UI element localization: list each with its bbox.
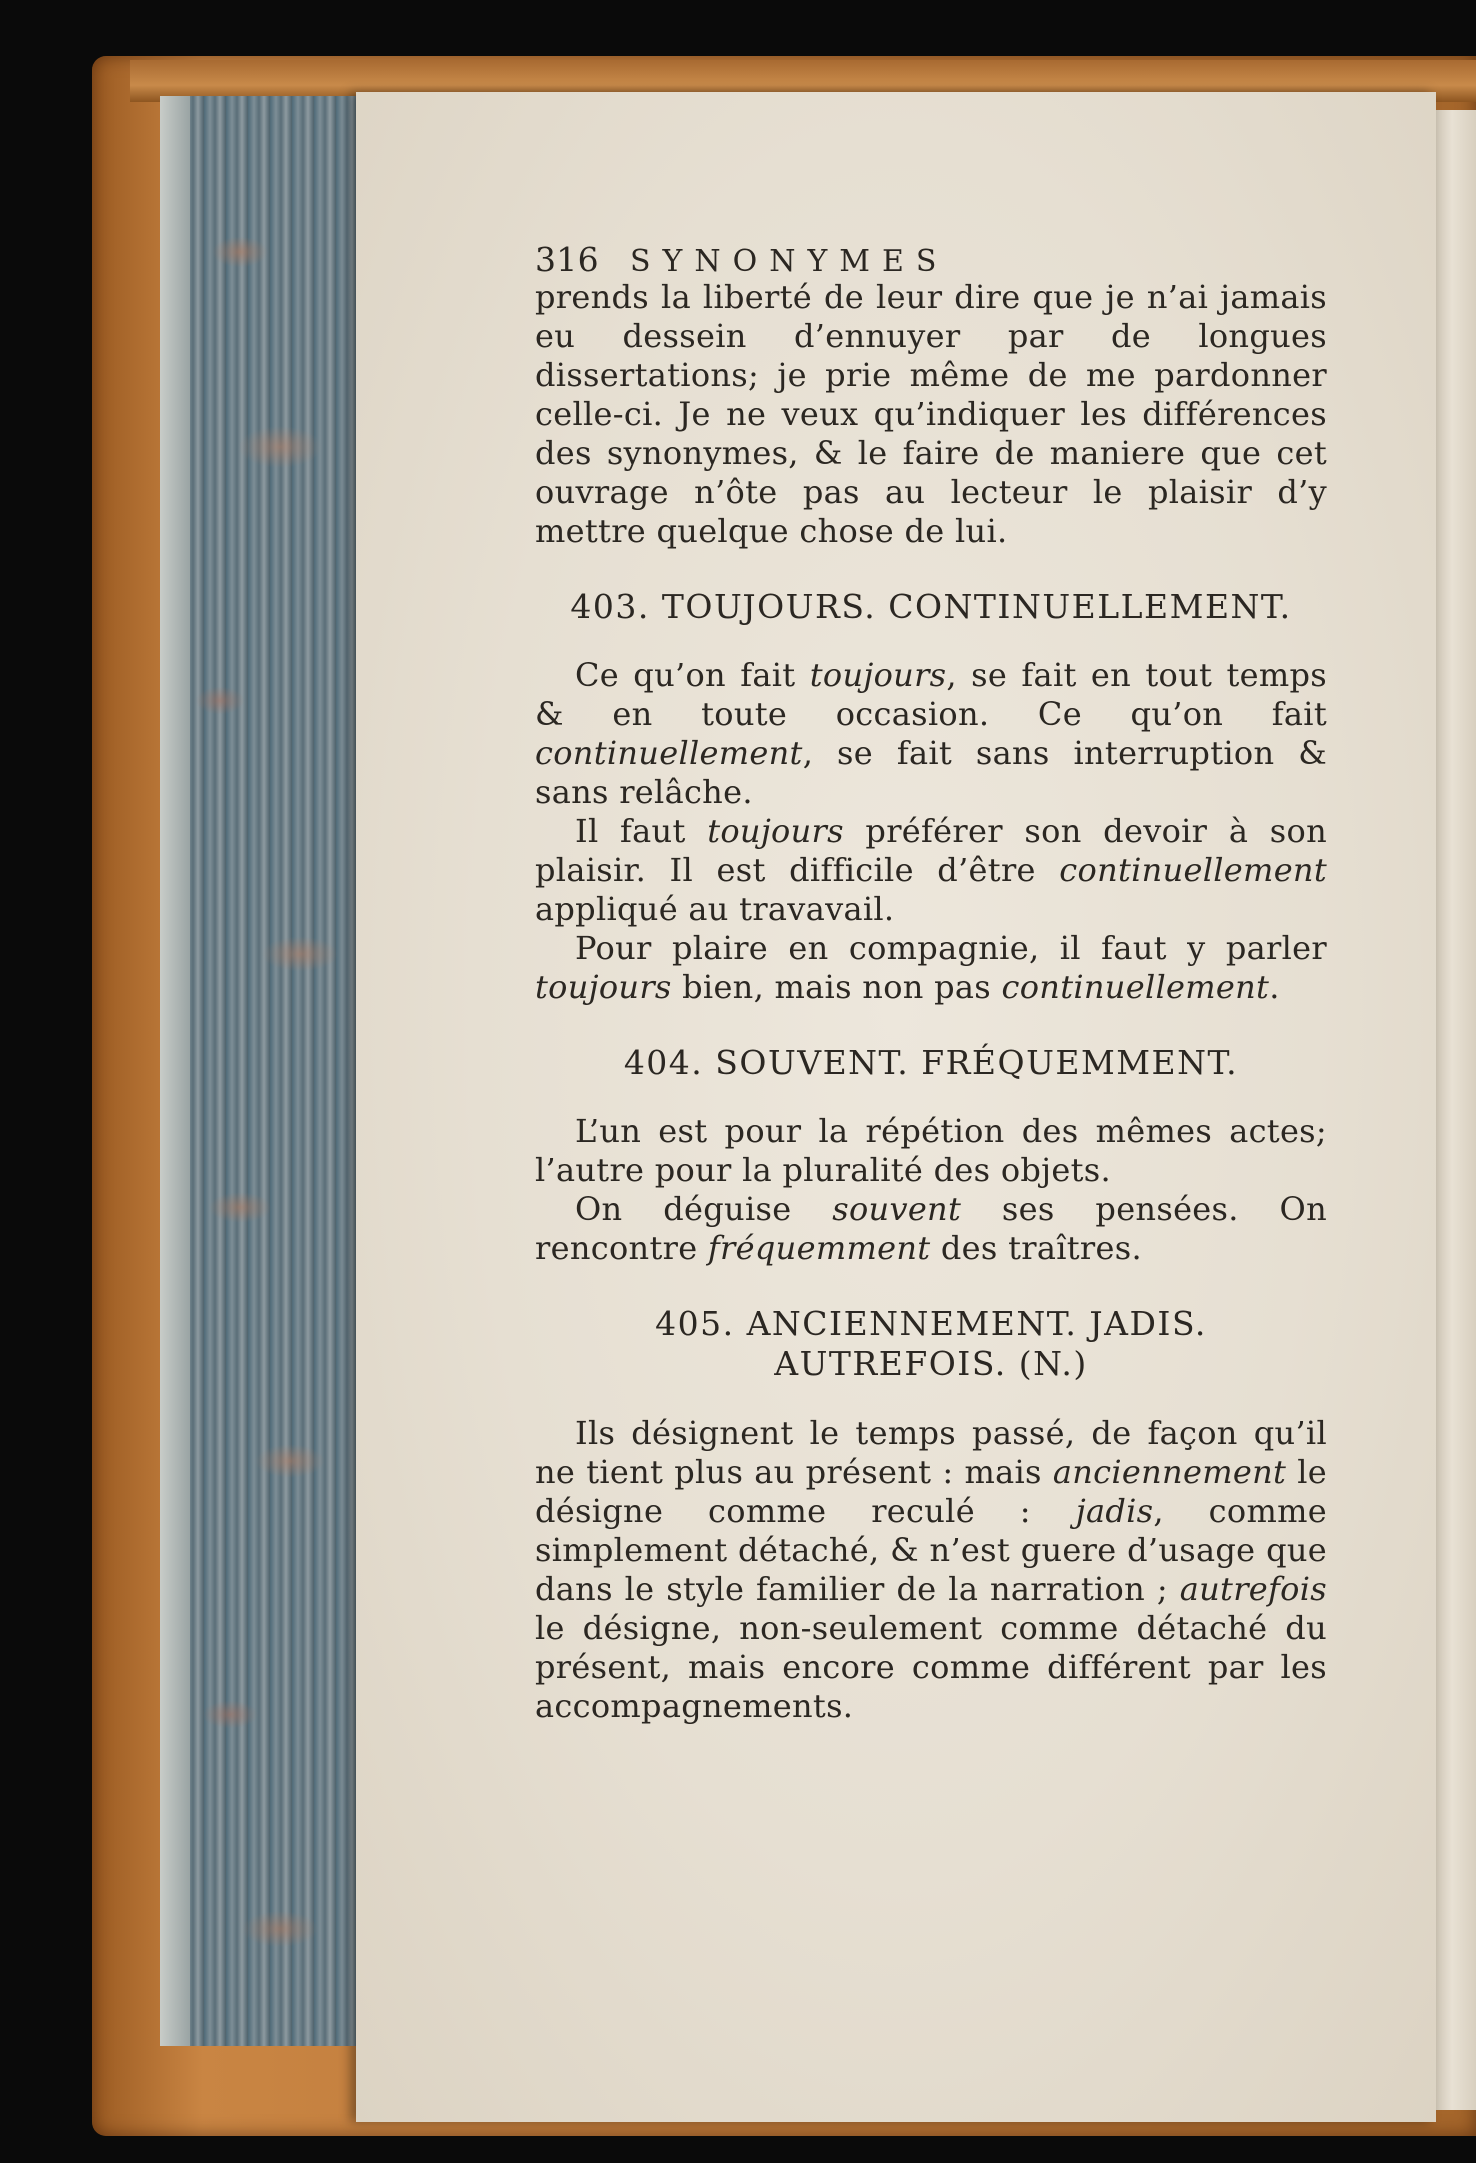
- entry-403-example-1: Il faut toujours préférer son devoir à son plaisir. Il est difficile d’être continuellement appliqué au travavail.: [535, 812, 1327, 928]
- entry-heading-403: 403. TOUJOURS. CONTINUELLEMENT.: [570, 587, 1292, 626]
- entry-heading-404: 404. SOUVENT. FRÉQUEMMENT.: [623, 1043, 1239, 1082]
- page-text: [535, 240, 1327, 1726]
- entry-405-definition: Ils désignent le temps passé, de façon qu’il ne tient plus au présent : mais anciennement le désigne comme reculé : jadis, comme simplement détaché, & n’est guere d’usage que dans le style familier de la narration ; autrefois le désigne, non-seulement comme détaché du présent, mais encore comme différent par les accompagnements.: [535, 1414, 1327, 1725]
- entry-403-example-2: Pour plaire en compagnie, il faut y parler toujours bien, mais non pas continuellement.: [535, 929, 1327, 1006]
- entry-heading-405-line2: AUTREFOIS. (N.): [774, 1344, 1088, 1383]
- entry-heading-405-line1: 405. ANCIENNEMENT. JADIS.: [655, 1304, 1207, 1343]
- entry-404-definition: L’un est pour la répétion des mêmes actes; l’autre pour la pluralité des objets.: [535, 1112, 1327, 1189]
- entry-403-definition: Ce qu’on fait toujours, se fait en tout temps & en toute occasion. Ce qu’on fait continuellement, se fait sans interruption & sans relâche.: [535, 656, 1327, 811]
- marbled-page-edge: [160, 96, 360, 2046]
- entry-404-example: On déguise souvent ses pensées. On rencontre fréquemment des traîtres.: [535, 1190, 1327, 1267]
- facing-page-edge: [1436, 110, 1476, 2110]
- page-number: 316: [535, 240, 599, 279]
- page-block-edge: [160, 96, 190, 2046]
- entry-heading-405: [535, 1304, 1327, 1384]
- running-title: SYNONYMES: [630, 244, 949, 279]
- running-head: [535, 240, 1327, 278]
- intro-paragraph: prends la liberté de leur dire que je n’ai jamais eu dessein d’ennuyer par de longues dissertations; je prie même de me pardonner celle-ci. Je ne veux qu’indiquer les différences des synonymes, & le faire de maniere que cet ouvrage n’ôte pas au lecteur le plaisir d’y mettre quelque chose de lui.: [535, 278, 1327, 550]
